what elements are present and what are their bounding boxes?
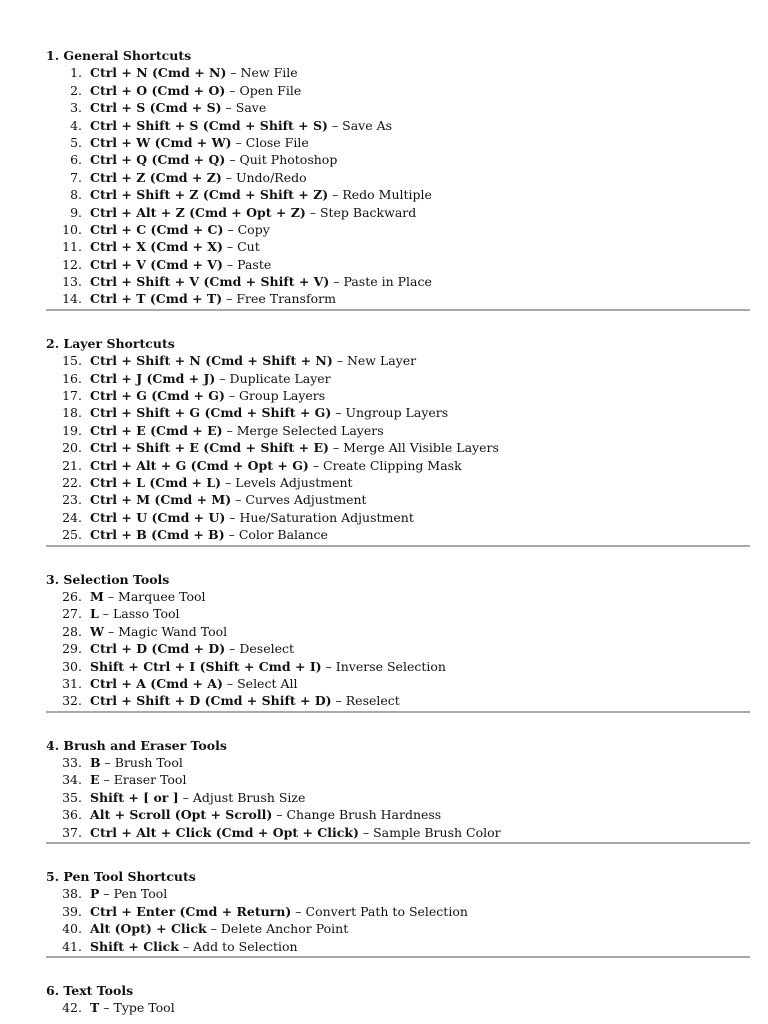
- item-desc: – New File: [226, 65, 298, 81]
- list-item: [0, 457, 768, 474]
- item-desc: – Sample Brush Color: [358, 824, 501, 840]
- item-desc: – Type Tool: [99, 1000, 175, 1016]
- shortcut-list: [0, 885, 768, 955]
- item-desc: – Lasso Tool: [98, 606, 180, 622]
- item-keys: Alt (Opt) + Click: [90, 921, 207, 937]
- item-desc: – Open File: [225, 82, 302, 98]
- section-selection-tools: [0, 571, 768, 713]
- item-keys: Ctrl + X (Cmd + X): [90, 239, 223, 255]
- item-keys: Ctrl + S (Cmd + S): [90, 100, 222, 116]
- item-keys: Ctrl + Alt + Z (Cmd + Opt + Z): [90, 204, 306, 220]
- item-desc: – Change Brush Hardness: [272, 807, 442, 823]
- item-keys: M: [90, 588, 104, 604]
- item-desc: – Copy: [223, 221, 270, 237]
- list-item: [0, 256, 768, 273]
- item-number: 19.: [62, 422, 82, 438]
- list-item: [0, 885, 768, 902]
- list-item: [0, 640, 768, 657]
- item-keys: Ctrl + E (Cmd + E): [90, 422, 223, 438]
- list-item: [0, 134, 768, 151]
- list-item: [0, 352, 768, 369]
- list-item: [0, 422, 768, 439]
- list-item: [0, 588, 768, 605]
- item-keys: Ctrl + J (Cmd + J): [90, 370, 216, 386]
- item-keys: L: [90, 606, 99, 622]
- item-number: 27.: [62, 606, 82, 622]
- item-number: 20.: [62, 440, 82, 456]
- item-number: 36.: [62, 807, 82, 823]
- item-keys: Ctrl + W (Cmd + W): [90, 134, 232, 150]
- list-item: [0, 509, 768, 526]
- list-item: [0, 824, 768, 841]
- list-item: [0, 221, 768, 238]
- item-number: 12.: [62, 256, 82, 272]
- item-number: 26.: [62, 588, 82, 604]
- list-item: [0, 99, 768, 116]
- item-desc: – Quit Photoshop: [225, 152, 338, 168]
- item-keys: Ctrl + U (Cmd + U): [90, 509, 226, 525]
- item-number: 29.: [62, 641, 82, 657]
- list-item: [0, 789, 768, 806]
- item-desc: – New Layer: [332, 353, 417, 369]
- list-item: [0, 169, 768, 186]
- item-number: 42.: [62, 1000, 82, 1016]
- section-text-tools: [0, 982, 768, 1017]
- list-item: [0, 474, 768, 491]
- section-general-shortcuts: [0, 47, 768, 311]
- item-number: 5.: [70, 134, 82, 150]
- item-keys: W: [90, 623, 105, 639]
- item-desc: – Magic Wand Tool: [104, 623, 228, 639]
- item-keys: B: [90, 755, 101, 771]
- item-keys: Ctrl + D (Cmd + D): [90, 641, 226, 657]
- item-keys: Ctrl + G (Cmd + G): [90, 388, 225, 404]
- item-keys: Ctrl + V (Cmd + V): [90, 256, 223, 272]
- item-desc: – Cut: [222, 239, 260, 255]
- item-desc: – Save: [221, 100, 267, 116]
- item-keys: P: [90, 886, 100, 902]
- item-keys: Ctrl + Alt + Click (Cmd + Opt + Click): [90, 824, 359, 840]
- list-item: [0, 605, 768, 622]
- list-item: [0, 658, 768, 675]
- section-pen-tool-shortcuts: [0, 868, 768, 958]
- item-desc: – Select All: [222, 675, 298, 691]
- item-keys: Ctrl + T (Cmd + T): [90, 291, 223, 307]
- list-item: [0, 675, 768, 692]
- item-keys: Ctrl + Shift + S (Cmd + Shift + S): [90, 117, 328, 133]
- item-number: 9.: [70, 204, 82, 220]
- item-number: 11.: [62, 239, 82, 255]
- item-number: 39.: [62, 903, 82, 919]
- item-keys: E: [90, 772, 100, 788]
- item-keys: Ctrl + L (Cmd + L): [90, 474, 222, 490]
- item-keys: Ctrl + Shift + G (Cmd + Shift + G): [90, 405, 332, 421]
- item-desc: – Ungroup Layers: [331, 405, 449, 421]
- list-item: [0, 273, 768, 290]
- item-number: 33.: [62, 755, 82, 771]
- section-title: 4. Brush and Eraser Tools: [46, 737, 227, 753]
- item-number: 25.: [62, 527, 82, 543]
- item-number: 6.: [70, 152, 82, 168]
- item-desc: – Convert Path to Selection: [291, 903, 468, 919]
- list-item: [0, 771, 768, 788]
- item-desc: – Pen Tool: [99, 886, 168, 902]
- item-desc: – Paste in Place: [329, 274, 432, 290]
- item-desc: – Marquee Tool: [103, 588, 206, 604]
- list-item: [0, 186, 768, 203]
- item-desc: – Inverse Selection: [321, 658, 446, 674]
- item-desc: – Levels Adjustment: [221, 474, 353, 490]
- section-title: 2. Layer Shortcuts: [46, 335, 175, 351]
- item-keys: Shift + Click: [90, 938, 179, 954]
- list-item: [0, 999, 768, 1016]
- list-item: [0, 151, 768, 168]
- item-number: 24.: [62, 509, 82, 525]
- item-number: 34.: [62, 772, 82, 788]
- item-number: 3.: [70, 100, 82, 116]
- item-number: 8.: [70, 187, 82, 203]
- list-item: [0, 117, 768, 134]
- item-keys: Alt + Scroll (Opt + Scroll): [90, 807, 273, 823]
- list-item: [0, 370, 768, 387]
- item-desc: – Merge Selected Layers: [222, 422, 384, 438]
- list-item: [0, 64, 768, 81]
- list-item: [0, 623, 768, 640]
- item-number: 37.: [62, 824, 82, 840]
- item-number: 13.: [62, 274, 82, 290]
- item-number: 15.: [62, 353, 82, 369]
- item-keys: Ctrl + Shift + V (Cmd + Shift + V): [90, 274, 330, 290]
- item-desc: – Group Layers: [224, 388, 326, 404]
- item-keys: Ctrl + C (Cmd + C): [90, 221, 224, 237]
- item-number: 32.: [62, 693, 82, 709]
- item-number: 23.: [62, 492, 82, 508]
- item-desc: – Step Backward: [305, 204, 417, 220]
- item-desc: – Reselect: [331, 693, 400, 709]
- item-desc: – Brush Tool: [100, 755, 183, 771]
- item-desc: – Close File: [231, 134, 309, 150]
- item-desc: – Eraser Tool: [99, 772, 187, 788]
- item-desc: – Redo Multiple: [328, 187, 432, 203]
- item-keys: Shift + Ctrl + I (Shift + Cmd + I): [90, 658, 322, 674]
- list-item: [0, 82, 768, 99]
- item-keys: Ctrl + Shift + Z (Cmd + Shift + Z): [90, 187, 329, 203]
- item-desc: – Adjust Brush Size: [178, 789, 306, 805]
- item-number: 14.: [62, 291, 82, 307]
- shortcut-list: [0, 64, 768, 307]
- shortcut-list: [0, 588, 768, 710]
- item-desc: – Paste: [222, 256, 272, 272]
- item-desc: – Color Balance: [224, 527, 328, 543]
- item-keys: Ctrl + Alt + G (Cmd + Opt + G): [90, 457, 309, 473]
- item-number: 30.: [62, 658, 82, 674]
- item-number: 7.: [70, 169, 82, 185]
- item-desc: – Save As: [327, 117, 393, 133]
- item-keys: Ctrl + Shift + D (Cmd + Shift + D): [90, 693, 332, 709]
- item-number: 31.: [62, 675, 82, 691]
- item-desc: – Delete Anchor Point: [206, 921, 349, 937]
- item-desc: – Curves Adjustment: [231, 492, 367, 508]
- list-item: [0, 806, 768, 823]
- item-keys: Ctrl + Enter (Cmd + Return): [90, 903, 292, 919]
- item-keys: Ctrl + Shift + E (Cmd + Shift + E): [90, 440, 329, 456]
- item-keys: Ctrl + N (Cmd + N): [90, 65, 227, 81]
- section-title: 5. Pen Tool Shortcuts: [46, 869, 196, 885]
- item-keys: Ctrl + O (Cmd + O): [90, 82, 226, 98]
- item-number: 1.: [70, 65, 82, 81]
- item-number: 41.: [62, 938, 82, 954]
- list-item: [0, 204, 768, 221]
- list-item: [0, 938, 768, 955]
- section-title: 3. Selection Tools: [46, 571, 170, 587]
- item-keys: Ctrl + B (Cmd + B): [90, 527, 225, 543]
- item-number: 22.: [62, 474, 82, 490]
- item-desc: – Hue/Saturation Adjustment: [225, 509, 414, 525]
- item-keys: Ctrl + Shift + N (Cmd + Shift + N): [90, 353, 333, 369]
- item-number: 17.: [62, 388, 82, 404]
- item-keys: Ctrl + A (Cmd + A): [90, 675, 223, 691]
- section-brush-eraser-tools: [0, 737, 768, 844]
- shortcut-list: [0, 754, 768, 841]
- list-item: [0, 491, 768, 508]
- item-desc: – Create Clipping Mask: [308, 457, 462, 473]
- item-number: 21.: [62, 457, 82, 473]
- item-number: 18.: [62, 405, 82, 421]
- item-number: 16.: [62, 370, 82, 386]
- item-keys: T: [90, 1000, 100, 1016]
- section-title: 6. Text Tools: [46, 982, 134, 998]
- item-desc: – Free Transform: [222, 291, 336, 307]
- item-number: 10.: [62, 221, 82, 237]
- list-item: [0, 754, 768, 771]
- section-title: 1. General Shortcuts: [46, 48, 192, 63]
- item-number: 35.: [62, 789, 82, 805]
- item-number: 2.: [70, 82, 82, 98]
- item-desc: – Duplicate Layer: [215, 370, 331, 386]
- item-keys: Ctrl + M (Cmd + M): [90, 492, 232, 508]
- list-item: [0, 238, 768, 255]
- item-number: 4.: [70, 117, 82, 133]
- item-desc: – Add to Selection: [178, 938, 298, 954]
- shortcut-list: [0, 999, 768, 1016]
- item-keys: Shift + [ or ]: [90, 789, 179, 805]
- list-item: [0, 526, 768, 543]
- item-number: 28.: [62, 623, 82, 639]
- list-item: [0, 387, 768, 404]
- item-number: 38.: [62, 886, 82, 902]
- item-keys: Ctrl + Z (Cmd + Z): [90, 169, 222, 185]
- list-item: [0, 903, 768, 920]
- item-desc: – Merge All Visible Layers: [328, 440, 499, 456]
- item-desc: – Undo/Redo: [221, 169, 307, 185]
- list-item: [0, 404, 768, 421]
- item-desc: – Deselect: [225, 641, 295, 657]
- section-layer-shortcuts: [0, 335, 768, 547]
- list-item: [0, 439, 768, 456]
- list-item: [0, 290, 768, 307]
- list-item: [0, 920, 768, 937]
- list-item: [0, 692, 768, 709]
- shortcut-list: [0, 352, 768, 543]
- item-keys: Ctrl + Q (Cmd + Q): [90, 152, 226, 168]
- item-number: 40.: [62, 921, 82, 937]
